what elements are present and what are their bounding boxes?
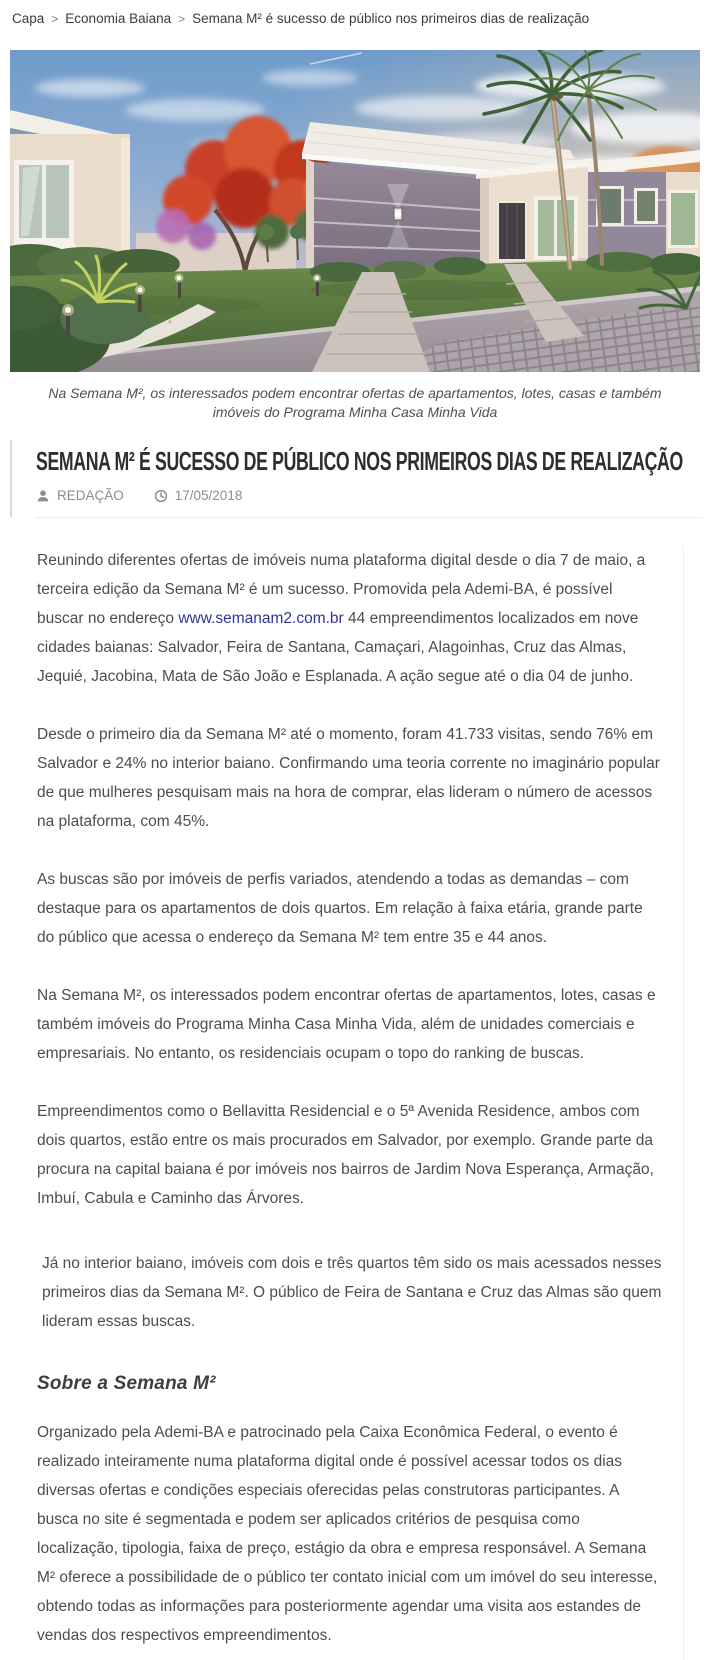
article-body — [37, 546, 684, 1660]
breadcrumb-current-page: Semana M² é sucesso de público nos primeiros dias de realização — [192, 11, 590, 26]
page-title: SEMANA M² É SUCESSO DE PÚBLICO NOS PRIMEIROS DIAS DE REALIZAÇÃO — [36, 446, 683, 476]
paragraph: Desde o primeiro dia da Semana M² até o momento, foram 41.733 visitas, sendo 76% em Salvador e 24% no interior baiano. Confirmando uma teoria corrente no imaginário popular de que mulheres pesquisam mais na hora de comprar, elas lideram o número de acessos na plataforma, com 45%. — [37, 726, 660, 830]
paragraph: As buscas são por imóveis de perfis variados, atendendo a todas as demandas – com destaque para os apartamentos de dois quartos. Em relação à faixa etária, grande parte do público que acessa o endereço da Semana M² tem entre 35 e 44 anos. — [37, 871, 643, 946]
paragraph-text: Reunindo diferentes ofertas de imóveis numa plataforma digital desde o dia 7 de maio, a terceira edição da Semana M² é um sucesso. Promovida pela Ademi-BA, é possível buscar no endereço — [37, 552, 646, 627]
hero-caption: Na Semana M², os interessados podem encontrar ofertas de apartamentos, lotes, casas e também imóveis do Programa Minha Casa Minha Vida — [48, 385, 662, 420]
paragraph: Já no interior baiano, imóveis com dois e três quartos têm sido os mais acessados nesses primeiros dias da Semana M². O público de Feira de Santana e Cruz das Almas são quem lideram essas buscas. — [42, 1255, 662, 1330]
clock-icon — [154, 489, 168, 503]
publish-date — [154, 488, 243, 503]
section-subheading: Sobre a Semana M² — [37, 1373, 216, 1394]
breadcrumb-separator: > — [51, 12, 59, 26]
hero-image — [10, 50, 700, 372]
author-name: REDAÇÃO — [57, 488, 124, 503]
paragraph: Empreendimentos como o Bellavitta Residencial e o 5ª Avenida Residence, ambos com dois quartos, estão entre os mais procurados em Salvador, por exemplo. Grande parte da procura na capital baiana é por imóveis nos bairros de Jardim Nova Esperança, Armação, Imbuí, Cabula e Caminho das Árvores. — [37, 1103, 654, 1207]
paragraph — [37, 546, 663, 691]
title-block — [10, 440, 700, 517]
breadcrumb-link-capa[interactable]: Capa — [12, 11, 45, 26]
paragraph: Na Semana M², os interessados podem encontrar ofertas de apartamentos, lotes, casas e também imóveis do Programa Minha Casa Minha Vida, além de unidades comerciais e empresariais. No entanto, os residenciais ocupam o topo do ranking de buscas. — [37, 987, 656, 1062]
breadcrumb-separator: > — [178, 12, 186, 26]
front-door — [498, 202, 526, 260]
person-icon — [36, 489, 50, 503]
paragraph: Organizado pela Ademi-BA e patrocinado pela Caixa Econômica Federal, o evento é realizado inteiramente numa plataforma digital onde é possível acessar todos os dias diversas ofertas e condições especiais oferecidas pelas construtoras participantes. A busca no site é segmentada e podem ser aplicados critérios de pesquisa como localização, tipologia, faixa de preço, estágio da obra e empresa responsável. A Semana M² oferece a possibilidade de o público ter contato inicial com um imóvel do seu interesse, obtendo todas as informações para posteriormente agendar uma visita aos estandes de vendas dos respectivos empreendimentos. — [37, 1424, 658, 1644]
paragraph-text: 44 empreendimentos localizados em nove cidades baianas: Salvador, Feira de Santana, Camaçari, Alagoinhas, Cruz das Almas, Jequié, Jacobina, Mata de São João e Esplanada. A ação segue até o dia 04 de junho. — [37, 610, 639, 685]
semanam2-link[interactable]: www.semanam2.com.br — [178, 610, 344, 627]
author — [36, 488, 124, 503]
date-text: 17/05/2018 — [174, 488, 243, 503]
breadcrumb-link-economia-baiana[interactable]: Economia Baiana — [65, 11, 172, 26]
breadcrumb — [0, 0, 710, 28]
divider — [35, 517, 702, 518]
article-meta — [36, 488, 700, 503]
